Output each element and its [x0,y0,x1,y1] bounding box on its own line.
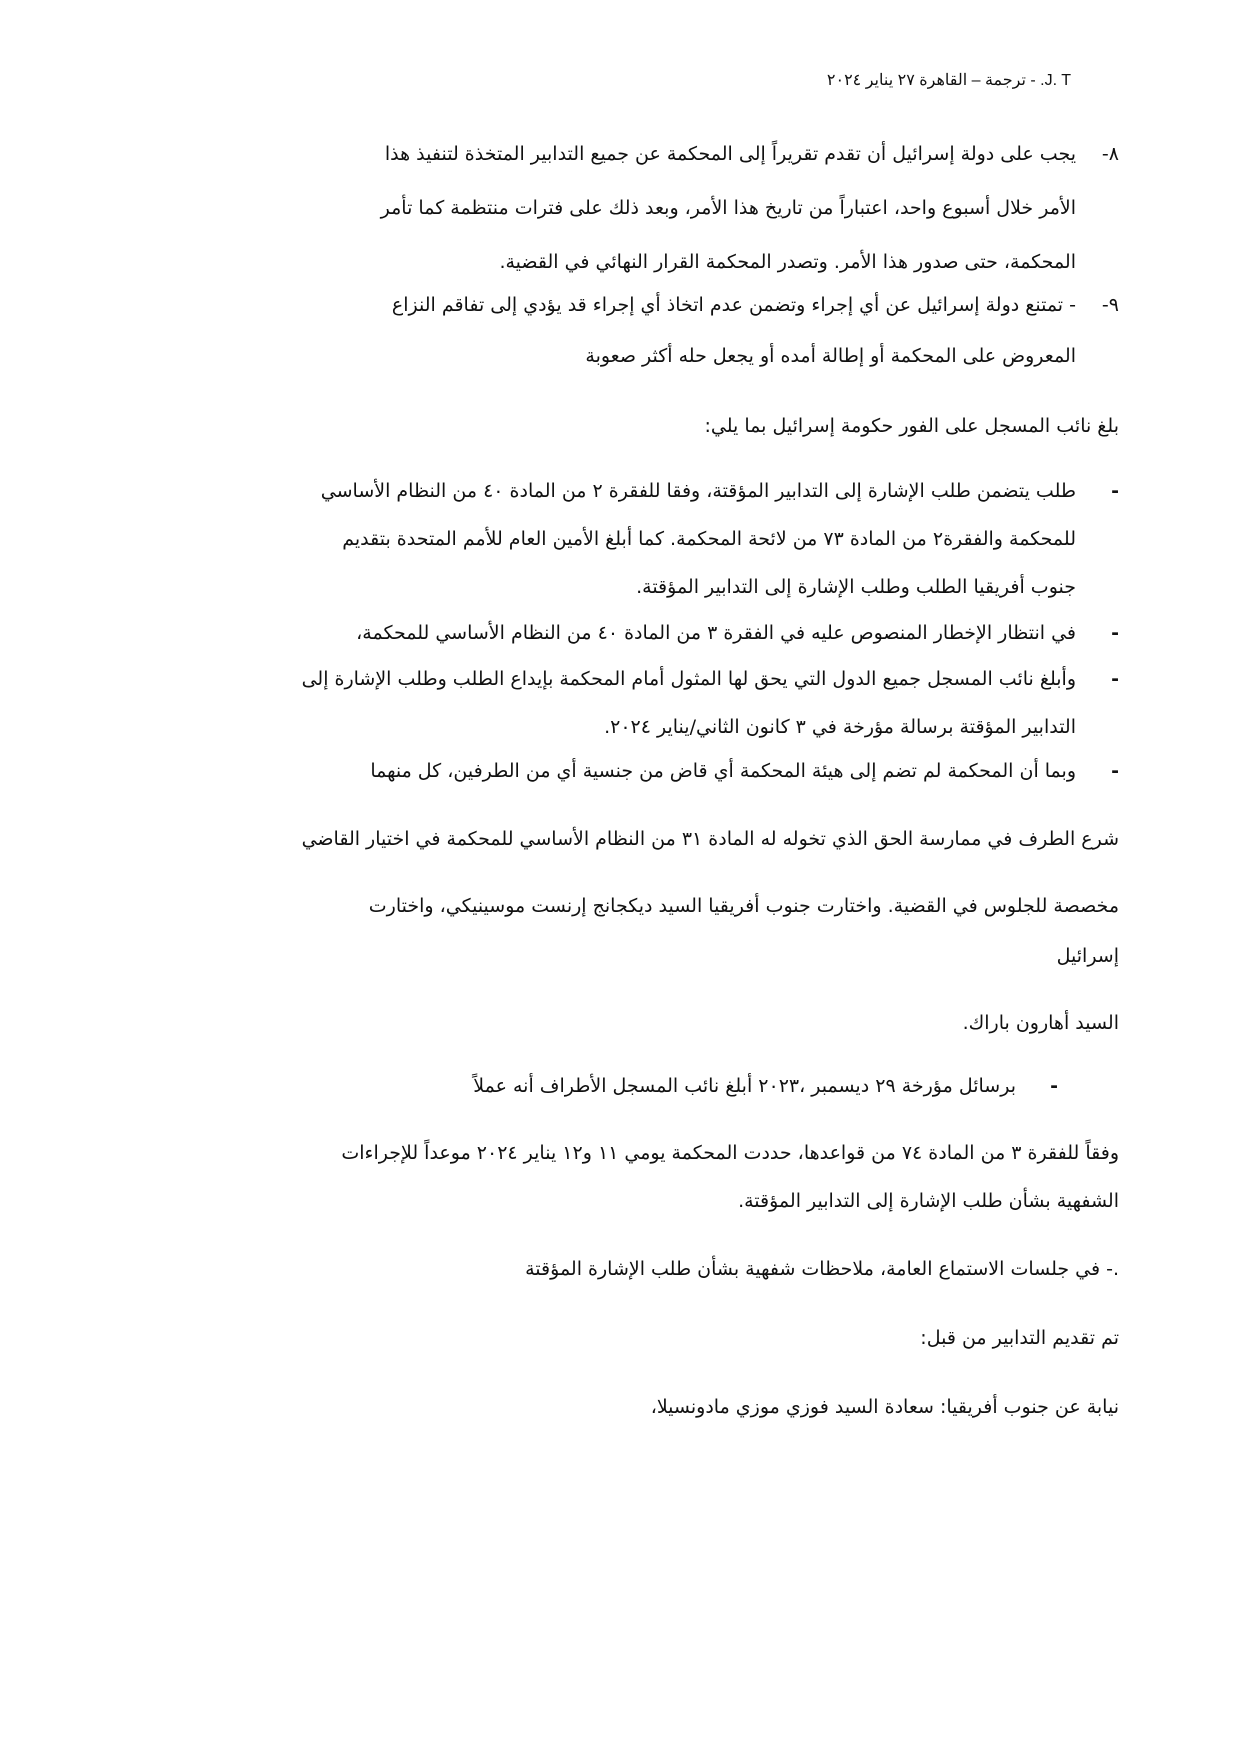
item-line: يجب على دولة إسرائيل أن تقدم تقريراً إلى المحكمة عن جميع التدابير المتخذة لتنفيذ هذا [384,143,1076,165]
item-number: ٩- [1101,294,1119,316]
bullet-line: وبما أن المحكمة لم تضم إلى هيئة المحكمة أي قاض من جنسية أي من الطرفين، كل منهما [370,760,1076,782]
paragraph-right-exercise: شرع الطرف في ممارسة الحق الذي تخوله له المادة ٣١ من النظام الأساسي للمحكمة في اختيار القاضي [301,828,1119,850]
paragraph-public-hearings: .- في جلسات الاستماع العامة، ملاحظات شفهية بشأن طلب الإشارة المؤقتة [525,1258,1119,1280]
bullet-line: وأبلغ نائب المسجل جميع الدول التي يحق لها المثول أمام المحكمة بإيداع الطلب وطلب الإشارة إلى [301,668,1076,690]
bullet-marker: - [1111,622,1119,644]
bullet-line: التدابير المؤقتة برسالة مؤرخة في ٣ كانون الثاني/يناير ٢٠٢٤. [604,716,1076,738]
bullet-line: جنوب أفريقيا الطلب وطلب الإشارة إلى التدابير المؤقتة. [636,576,1076,598]
item-number: ٨- [1101,143,1119,165]
paragraph-on-behalf-south-africa: نيابة عن جنوب أفريقيا: سعادة السيد فوزي موزي مادونسيلا، [650,1396,1119,1418]
item-line: الأمر خلال أسبوع واحد، اعتباراً من تاريخ هذا الأمر، وبعد ذلك على فترات منتظمة كما تأمر [380,197,1076,219]
bullet-marker: - [1050,1075,1058,1097]
paragraph-judges-chosen-cont: إسرائيل [1056,945,1119,967]
bullet-marker: - [1111,668,1119,690]
page-header: J. T. - ترجمة – القاهرة ٢٧ يناير ٢٠٢٤ [826,72,1071,89]
bullet-marker: - [1111,760,1119,782]
bullet-line: برسائل مؤرخة ٢٩ ديسمبر ،٢٠٢٣ أبلغ نائب المسجل الأطراف أنه عملاً [473,1075,1016,1097]
bullet-line: للمحكمة والفقرة٢ من المادة ٧٣ من لائحة المحكمة. كما أبلغ الأمين العام للأمم المتحدة بتقديم [342,528,1076,550]
item-line: المعروض على المحكمة أو إطالة أمده أو يجعل حله أكثر صعوبة [585,345,1076,367]
bullet-line: في انتظار الإخطار المنصوص عليه في الفقرة ٣ من المادة ٤٠ من النظام الأساسي للمحكمة، [356,622,1076,644]
bullet-marker: - [1111,480,1119,502]
paragraph-judges-chosen: مخصصة للجلوس في القضية. واختارت جنوب أفريقيا السيد ديكجانج إرنست موسينيكي، واختارت [368,895,1119,917]
paragraph-hearing-dates-cont: الشفهية بشأن طلب الإشارة إلى التدابير المؤقتة. [738,1190,1119,1212]
paragraph-judge-name: السيد أهارون باراك. [962,1012,1119,1034]
intro-paragraph: بلغ نائب المسجل على الفور حكومة إسرائيل بما يلي: [704,415,1119,437]
item-line: المحكمة، حتى صدور هذا الأمر. وتصدر المحكمة القرار النهائي في القضية. [499,251,1076,273]
paragraph-measures-presented: تم تقديم التدابير من قبل: [920,1327,1119,1349]
item-line: - تمتنع دولة إسرائيل عن أي إجراء وتضمن عدم اتخاذ أي إجراء قد يؤدي إلى تفاقم النزاع [391,294,1076,316]
bullet-line: طلب يتضمن طلب الإشارة إلى التدابير المؤقتة، وفقا للفقرة ٢ من المادة ٤٠ من النظام الأساسي [320,480,1076,502]
paragraph-hearing-dates: وفقاً للفقرة ٣ من المادة ٧٤ من قواعدها، حددت المحكمة يومي ١١ و١٢ يناير ٢٠٢٤ موعداً للإجراءات [341,1142,1119,1164]
